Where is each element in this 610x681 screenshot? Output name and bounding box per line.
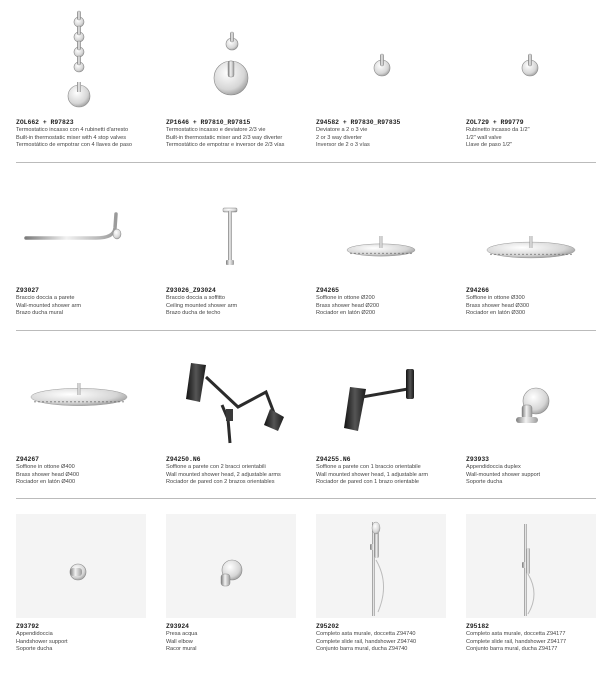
handshower-support-icon <box>16 514 146 618</box>
description-en: Complete slide rail, handshower Z94177 <box>466 638 567 645</box>
wall-valve-icon <box>466 10 596 114</box>
ceiling-shower-arm-icon <box>166 178 296 282</box>
wall-elbow-icon <box>166 514 296 618</box>
product-card <box>316 514 458 654</box>
ceiling-shower-arm-icon <box>166 178 296 282</box>
description-en: Brass shower head Ø200 <box>316 302 380 309</box>
description-en: Wall elbow <box>166 638 193 645</box>
thermostatic-4-valves-icon <box>16 10 146 114</box>
description-es: Termostático de empotrar e inversor de 2/3 vías <box>166 142 285 149</box>
product-card <box>466 514 608 654</box>
description-it: Termostatico incasso con 4 rubinetti d'arresto <box>16 127 129 133</box>
product-code: ZOL729 + R99779 <box>466 119 524 126</box>
shower-head-200-icon <box>316 178 446 282</box>
description-it: Deviatore a 2 o 3 vie <box>316 127 368 133</box>
description-es: Soporte ducha <box>466 479 503 486</box>
description-es: Termostático de empotrar con 4 llaves de paso <box>16 142 132 149</box>
thermostatic-4-valves-icon <box>16 10 146 114</box>
product-card <box>16 514 158 654</box>
description-es: Rociador de pared con 1 brazo orientable <box>316 479 419 486</box>
product-card <box>166 178 308 318</box>
description-en: Built-in thermostatic mixer and 2/3 way diverter <box>166 134 283 141</box>
description-en: 2 or 3 way diverter <box>316 134 363 141</box>
row-divider <box>16 498 596 499</box>
product-card <box>16 347 158 487</box>
description-en: Handshower support <box>16 638 68 645</box>
shower-head-400-icon <box>16 347 146 451</box>
description-it: Soffione in ottone Ø300 <box>466 295 525 301</box>
description-es: Brazo ducha mural <box>16 310 63 317</box>
description-it: Termostatico incasso e deviatore 2/3 vie <box>166 127 266 133</box>
row-divider <box>16 162 596 163</box>
shower-head-400-icon <box>16 347 146 451</box>
description-it: Presa acqua <box>166 631 198 637</box>
product-code: Z95202 <box>316 623 340 630</box>
shower-head-300-icon <box>466 178 596 282</box>
description-it: Completo asta murale, doccetta Z94177 <box>466 631 566 637</box>
description-es: Conjunto barra mural, ducha Z94740 <box>316 646 408 653</box>
description-es: Rociador en latón Ø200 <box>316 310 376 317</box>
product-card <box>166 514 308 654</box>
description-es: Inversor de 2 o 3 vías <box>316 142 370 149</box>
product-code: Z93792 <box>16 623 40 630</box>
description-en: Ceiling mounted shower arm <box>166 302 238 309</box>
product-card <box>16 178 158 318</box>
diverter-icon <box>316 10 446 114</box>
product-code: Z94582 + R97830_R97835 <box>316 119 401 126</box>
description-es: Soporte ducha <box>16 646 53 653</box>
product-code: ZOL662 + R97823 <box>16 119 74 126</box>
product-card <box>466 10 608 150</box>
description-it: Braccio doccia a soffitto <box>166 295 225 301</box>
thermostatic-diverter-icon <box>166 10 296 114</box>
product-card <box>316 178 458 318</box>
description-es: Brazo ducha de techo <box>166 310 221 317</box>
product-card <box>466 178 608 318</box>
slide-rail-z94740-icon <box>316 514 446 618</box>
description-it: Soffione in ottone Ø400 <box>16 464 75 470</box>
product-card <box>316 347 458 487</box>
description-it: Soffione a parete con 2 bracci orientabili <box>166 464 266 470</box>
description-it: Braccio doccia a parete <box>16 295 75 301</box>
product-code: Z94250.N6 <box>166 456 201 463</box>
shower-head-1-arm-icon <box>316 347 446 451</box>
product-code: Z93933 <box>466 456 490 463</box>
description-it: Completo asta murale, doccetta Z94740 <box>316 631 416 637</box>
wall-shower-arm-icon <box>16 178 146 282</box>
wall-elbow-icon <box>166 514 296 618</box>
thermostatic-diverter-icon <box>166 10 296 114</box>
description-it: Soffione a parete con 1 braccio orientabile <box>316 464 421 470</box>
description-es: Llave de paso 1/2" <box>466 142 513 149</box>
slide-rail-z94177-icon <box>466 514 596 618</box>
shower-head-1-arm-icon <box>316 347 446 451</box>
product-code: Z94267 <box>16 456 40 463</box>
description-en: Wall-mounted shower arm <box>16 302 82 309</box>
row-divider <box>16 330 596 331</box>
description-en: Complete slide rail, handshower Z94740 <box>316 638 417 645</box>
duplex-support-icon <box>466 347 596 451</box>
description-en: Wall mounted shower head, 1 adjustable arm <box>316 471 429 478</box>
slide-rail-z94740-icon <box>316 514 446 618</box>
wall-shower-arm-icon <box>16 178 146 282</box>
description-en: 1/2" wall valve <box>466 134 502 141</box>
duplex-support-icon <box>466 347 596 451</box>
slide-rail-z94177-icon <box>466 514 596 618</box>
product-code: Z94266 <box>466 287 490 294</box>
diverter-icon <box>316 10 446 114</box>
description-en: Brass shower head Ø300 <box>466 302 530 309</box>
description-en: Wall-mounted shower support <box>466 471 541 478</box>
product-code: Z95182 <box>466 623 490 630</box>
description-it: Soffione in ottone Ø200 <box>316 295 375 301</box>
product-card <box>166 10 308 150</box>
product-code: ZP1646 + R97810_R97815 <box>166 119 251 126</box>
shower-head-2-arms-icon <box>166 347 296 451</box>
description-es: Conjunto barra mural, ducha Z94177 <box>466 646 558 653</box>
product-card <box>316 10 458 150</box>
description-en: Built-in thermostatic mixer with 4 stop valves <box>16 134 127 141</box>
description-it: Rubinetto incasso da 1/2" <box>466 127 530 133</box>
product-code: Z93027 <box>16 287 40 294</box>
product-card <box>16 10 158 150</box>
description-es: Rociador de pared con 2 brazos orientables <box>166 479 275 486</box>
description-es: Rociador en latón Ø300 <box>466 310 526 317</box>
shower-head-2-arms-icon <box>166 347 296 451</box>
wall-valve-icon <box>466 10 596 114</box>
product-code: Z94255.N6 <box>316 456 351 463</box>
product-code: Z94265 <box>316 287 340 294</box>
product-card <box>466 347 608 487</box>
handshower-support-icon <box>16 514 146 618</box>
description-en: Wall mounted shower head, 2 adjustable arms <box>166 471 281 478</box>
product-code: Z93924 <box>166 623 190 630</box>
description-en: Brass shower head Ø400 <box>16 471 80 478</box>
description-es: Racor mural <box>166 646 197 653</box>
description-it: Appendidoccia duplex <box>466 464 521 470</box>
product-code: Z93026_Z93024 <box>166 287 216 294</box>
shower-head-200-icon <box>316 178 446 282</box>
description-es: Rociador en latón Ø400 <box>16 479 76 486</box>
shower-head-300-icon <box>466 178 596 282</box>
description-it: Appendidoccia <box>16 631 53 637</box>
product-card <box>166 347 308 487</box>
